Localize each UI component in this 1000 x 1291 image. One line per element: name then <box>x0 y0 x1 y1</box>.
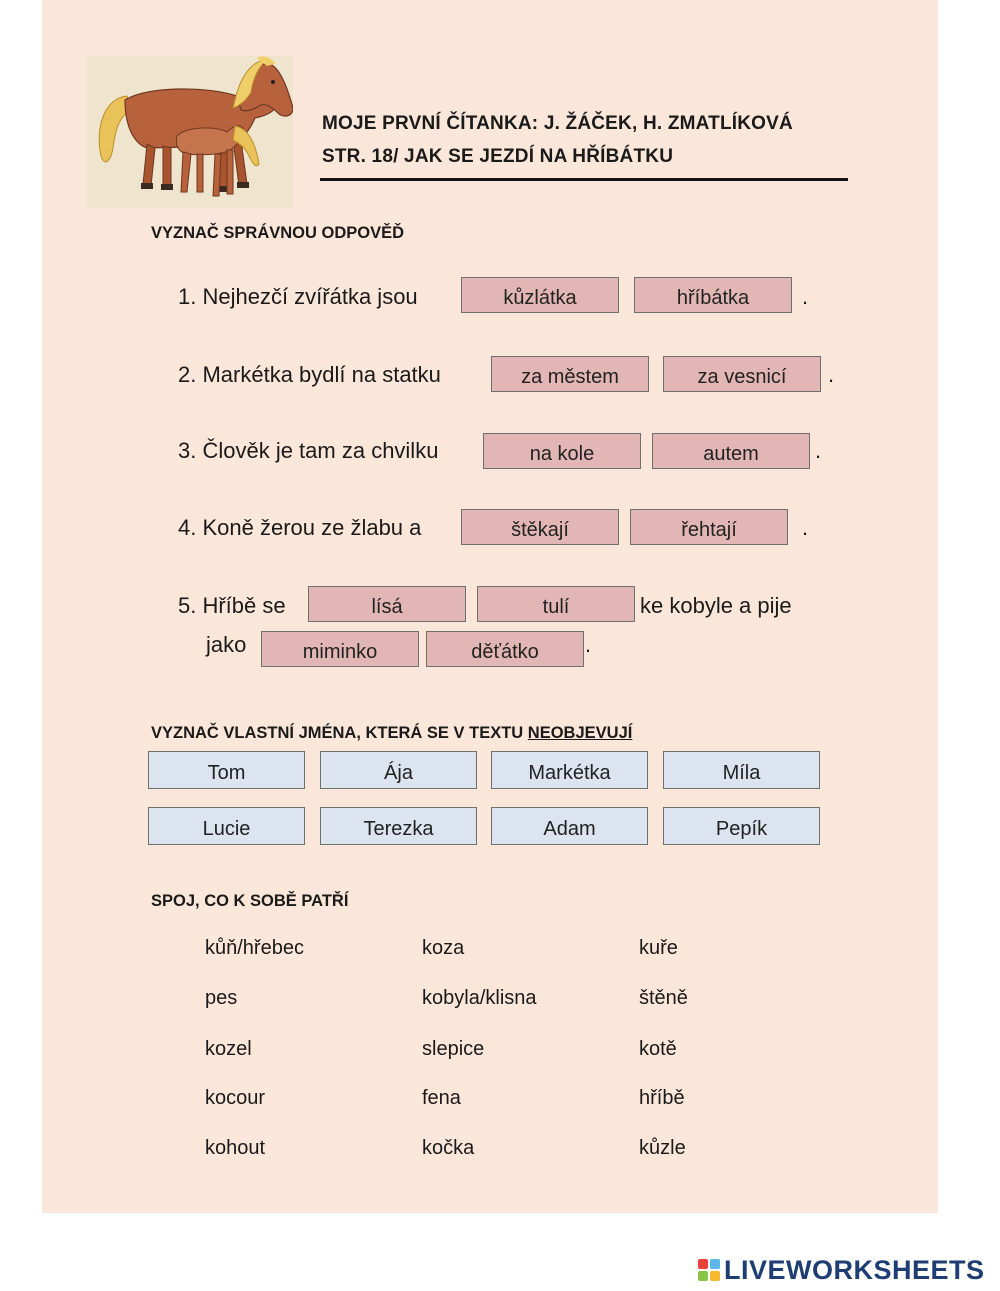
answer-option-q3-a[interactable]: na kole <box>483 433 641 469</box>
answer-option-q2-b[interactable]: za vesnicí <box>663 356 821 392</box>
worksheet-title: MOJE PRVNÍ ČÍTANKA: J. ŽÁČEK, H. ZMATLÍKOVÁ <box>322 113 793 134</box>
match-item-col3-row4[interactable]: hříbě <box>639 1087 685 1109</box>
question-1-period: . <box>802 284 809 309</box>
match-item-col3-row3[interactable]: kotě <box>639 1038 677 1060</box>
match-item-col2-row2[interactable]: kobyla/klisna <box>422 987 537 1009</box>
logo-square-blue <box>710 1259 720 1269</box>
match-item-col2-row5[interactable]: kočka <box>422 1137 475 1159</box>
question-4-text: 4. Koně žerou ze žlabu a <box>178 515 422 540</box>
name-option-adam[interactable]: Adam <box>491 807 648 845</box>
match-item-col1-row3[interactable]: kozel <box>205 1038 252 1060</box>
horse-with-foal-icon <box>87 56 293 208</box>
name-option-marketka[interactable]: Markétka <box>491 751 648 789</box>
answer-option-q5-a[interactable]: lísá <box>308 586 466 622</box>
name-option-tom[interactable]: Tom <box>148 751 305 789</box>
answer-option-q1-b[interactable]: hříbátka <box>634 277 792 313</box>
question-2-text: 2. Markétka bydlí na statku <box>178 362 441 387</box>
logo-square-red <box>698 1259 708 1269</box>
question-5-period: . <box>585 632 592 657</box>
question-5-second-line-text: jako <box>206 632 247 657</box>
answer-option-q5-c[interactable]: miminko <box>261 631 419 667</box>
name-option-aja[interactable]: Ája <box>320 751 477 789</box>
match-item-col3-row1[interactable]: kuře <box>639 937 678 959</box>
name-option-lucie[interactable]: Lucie <box>148 807 305 845</box>
liveworksheets-wordmark: LIVEWORKSHEETS <box>724 1254 985 1285</box>
answer-option-q2-a[interactable]: za městem <box>491 356 649 392</box>
section-heading-correct-answer: VYZNAČ SPRÁVNOU ODPOVĚĎ <box>151 224 405 242</box>
match-item-col2-row3[interactable]: slepice <box>422 1038 485 1060</box>
question-3-text: 3. Člověk je tam za chvilku <box>178 438 439 463</box>
name-option-terezka[interactable]: Terezka <box>320 807 477 845</box>
logo-square-yellow <box>710 1271 720 1281</box>
match-item-col1-row4[interactable]: kocour <box>205 1087 266 1109</box>
question-4-period: . <box>802 515 809 540</box>
match-item-col1-row5[interactable]: kohout <box>205 1137 266 1159</box>
name-option-mila[interactable]: Míla <box>663 751 820 789</box>
answer-option-q4-a[interactable]: štěkají <box>461 509 619 545</box>
match-item-col2-row4[interactable]: fena <box>422 1087 461 1109</box>
name-option-pepik[interactable]: Pepík <box>663 807 820 845</box>
question-1-text: 1. Nejhezčí zvířátka jsou <box>178 284 418 309</box>
answer-option-q4-b[interactable]: řehtají <box>630 509 788 545</box>
heading-emphasis: NEOBJEVUJÍ <box>527 724 633 742</box>
match-item-col3-row5[interactable]: kůzle <box>639 1137 686 1159</box>
match-item-col2-row1[interactable]: koza <box>422 937 465 959</box>
answer-option-q5-d[interactable]: děťátko <box>426 631 584 667</box>
question-3-period: . <box>815 438 822 463</box>
match-item-col1-row2[interactable]: pes <box>205 987 238 1009</box>
answer-option-q3-b[interactable]: autem <box>652 433 810 469</box>
answer-option-q1-a[interactable]: kůzlátka <box>461 277 619 313</box>
logo-square-green <box>698 1271 708 1281</box>
answer-option-q5-b[interactable]: tulí <box>477 586 635 622</box>
title-underline <box>320 178 848 181</box>
question-5-text: 5. Hříbě se <box>178 593 286 618</box>
worksheet-subtitle: STR. 18/ JAK SE JEZDÍ NA HŘÍBÁTKU <box>322 146 674 167</box>
liveworksheets-brand <box>698 1255 985 1285</box>
match-item-col1-row1[interactable]: kůň/hřebec <box>205 937 304 959</box>
question-5-middle-text: ke kobyle a pije <box>640 593 792 618</box>
section-heading-proper-names: VYZNAČ VLASTNÍ JMÉNA, KTERÁ SE V TEXTU NEOBJEVUJÍ <box>151 724 633 742</box>
question-2-period: . <box>828 362 835 387</box>
liveworksheets-logo-icon <box>698 1259 720 1281</box>
section-heading-matching: SPOJ, CO K SOBĚ PATŘÍ <box>151 892 349 910</box>
match-item-col3-row2[interactable]: štěně <box>639 987 688 1009</box>
